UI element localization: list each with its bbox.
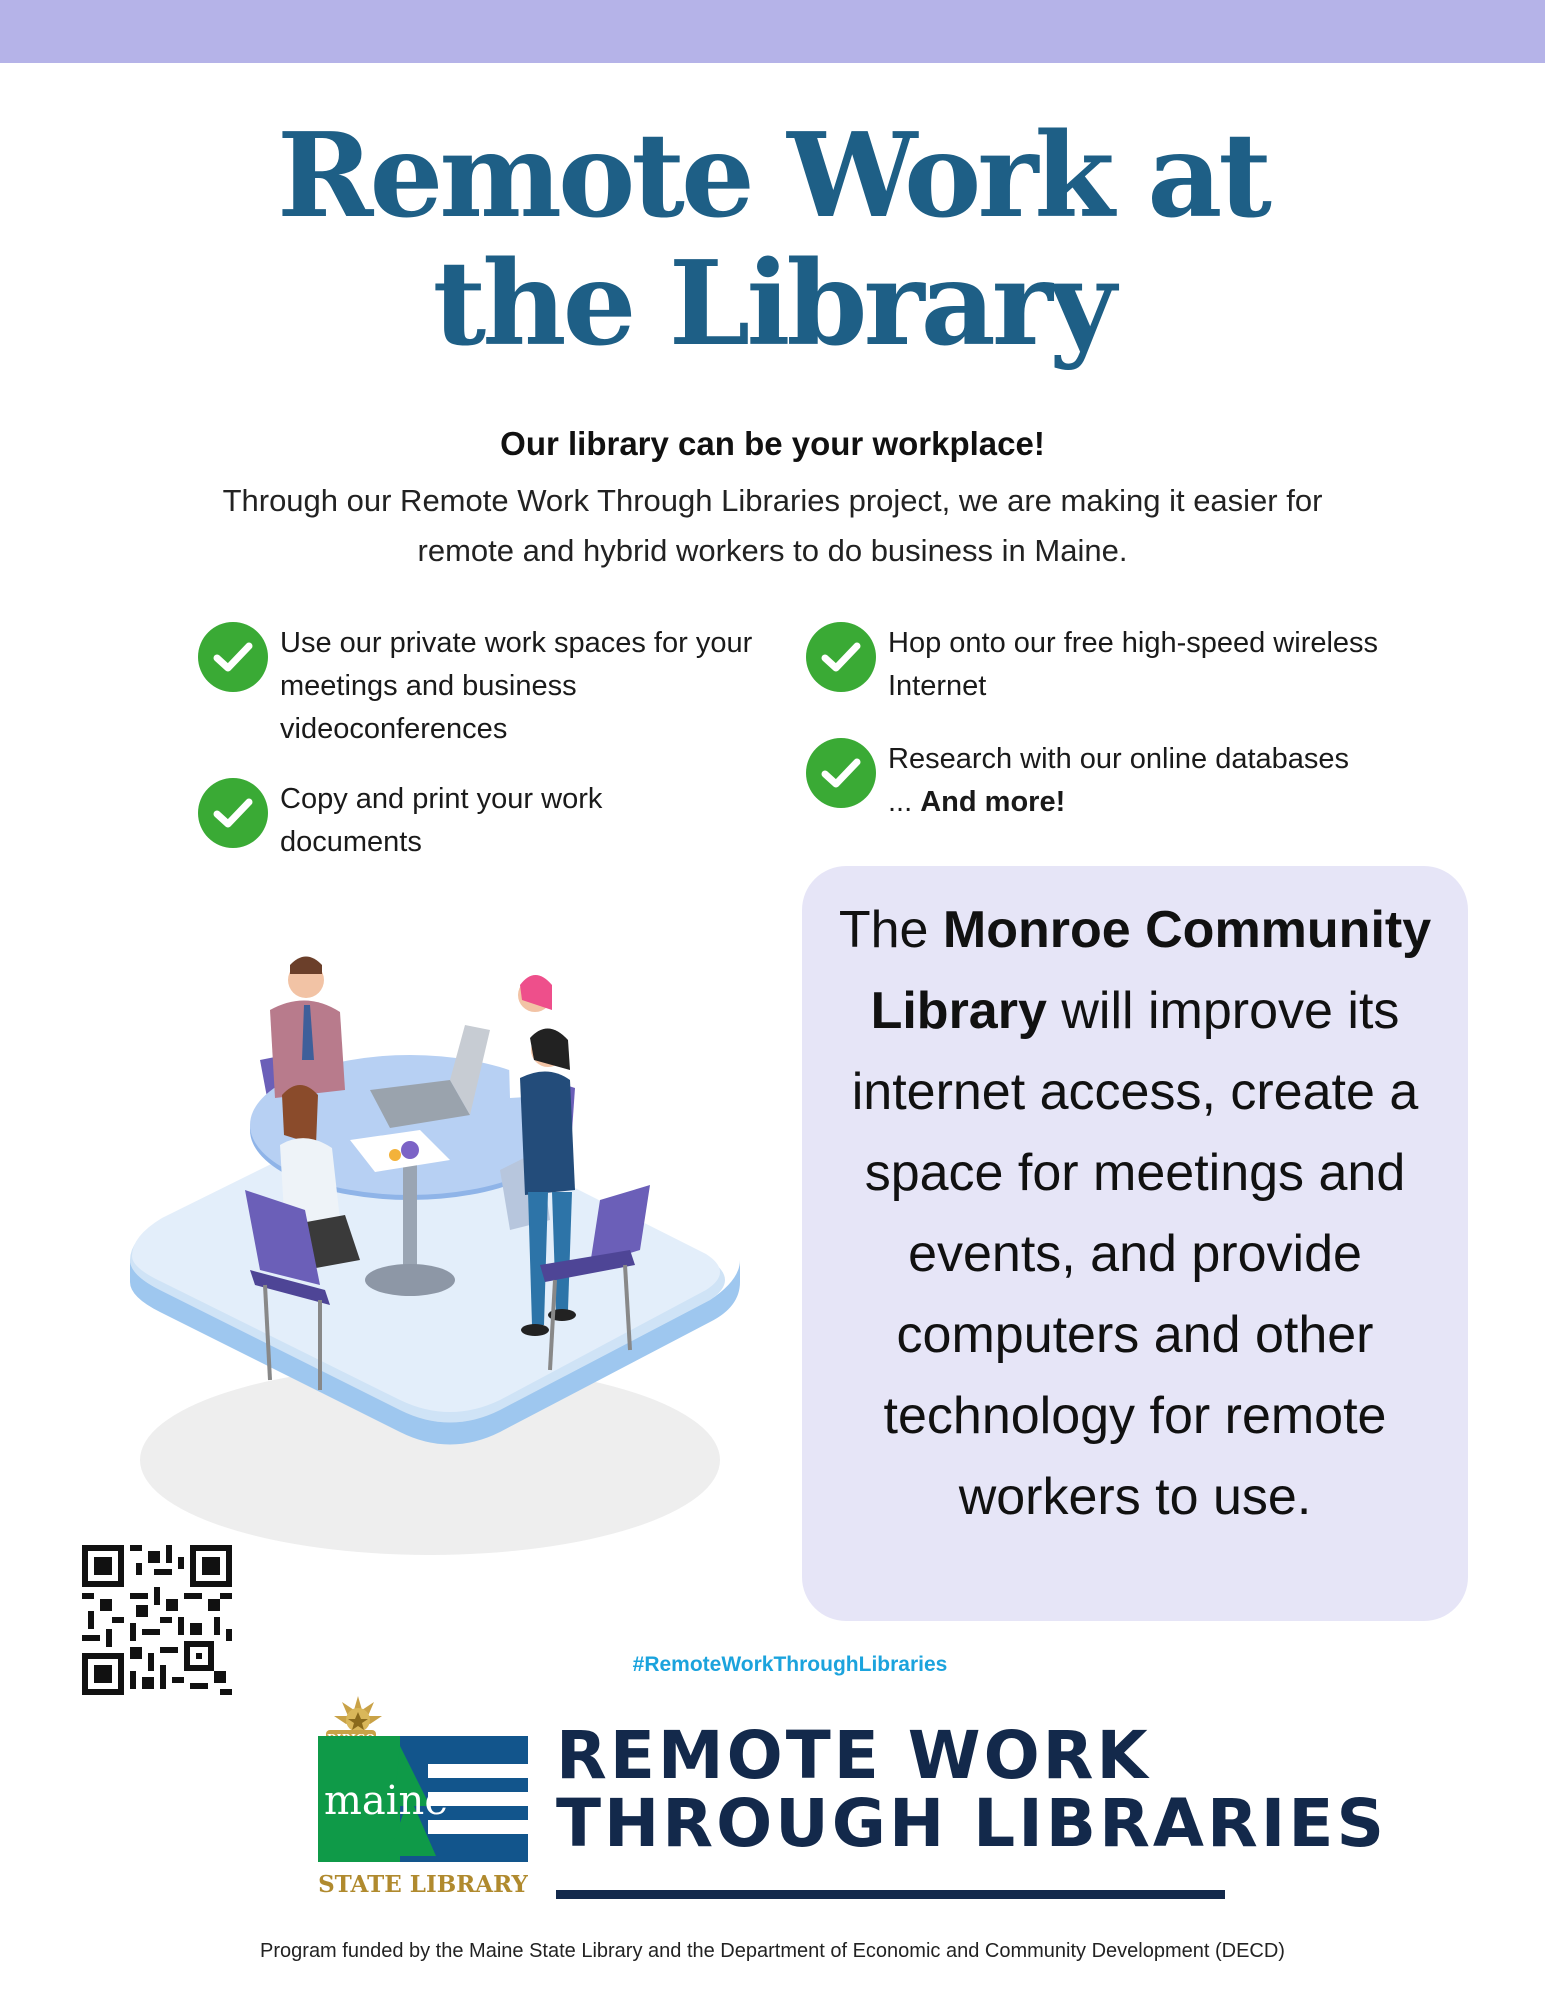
- feature-item-printing: [198, 778, 788, 864]
- check-icon: [806, 622, 876, 692]
- feature-item-workspaces: [198, 622, 788, 751]
- check-icon: [198, 778, 268, 848]
- subtitle: Our library can be your workplace!: [500, 425, 1045, 462]
- maine-state-library-logo: [318, 1696, 528, 1902]
- feature-item-databases: [806, 738, 1426, 824]
- brand-line-2: THROUGH LIBRARIES: [556, 1785, 1387, 1862]
- library-callout: [802, 866, 1468, 1621]
- intro-paragraph: Through our Remote Work Through Libraries project, we are making it easier for remote and hybrid workers to do business in Maine.: [222, 483, 1323, 568]
- callout-library-name: Monroe Community Library: [870, 901, 1432, 1040]
- callout-prefix: The: [838, 901, 943, 959]
- brand-line-1: REMOTE WORK: [556, 1717, 1151, 1794]
- feature-text-main: Research with our online databases: [888, 743, 1350, 775]
- feature-item-wifi: [806, 622, 1426, 708]
- feature-text: Hop onto our free high-speed wireless Internet: [888, 627, 1379, 702]
- top-banner-bar: [0, 0, 1545, 63]
- hashtag[interactable]: #RemoteWorkThroughLibraries: [632, 1653, 948, 1676]
- logo-state-text: maine: [323, 1778, 449, 1824]
- title-line-1: Remote Work at: [277, 108, 1268, 244]
- logo-caption: STATE LIBRARY: [318, 1871, 528, 1898]
- qr-code-icon[interactable]: [82, 1545, 232, 1695]
- callout-body: will improve its internet access, create a space for meetings and events, and provide computers and other technology for remote workers to use.: [851, 982, 1419, 1526]
- feature-text: [888, 738, 1349, 824]
- program-brand: [556, 1717, 1387, 1862]
- feature-text: Use our private work spaces for your meetings and business videoconferences: [280, 627, 753, 745]
- feature-text-emphasis: And more!: [920, 786, 1066, 818]
- brand-underline: [556, 1890, 1225, 1899]
- title-line-2: the Library: [432, 236, 1113, 372]
- feature-text: Copy and print your work documents: [280, 783, 603, 858]
- meeting-illustration: [70, 930, 785, 1570]
- check-icon: [198, 622, 268, 692]
- funding-footer: Program funded by the Maine State Library and the Department of Economic and Community Development (DECD): [260, 1940, 1285, 1962]
- check-icon: [806, 738, 876, 808]
- page-title: [0, 108, 1545, 372]
- feature-text-ellipsis: ...: [888, 786, 921, 818]
